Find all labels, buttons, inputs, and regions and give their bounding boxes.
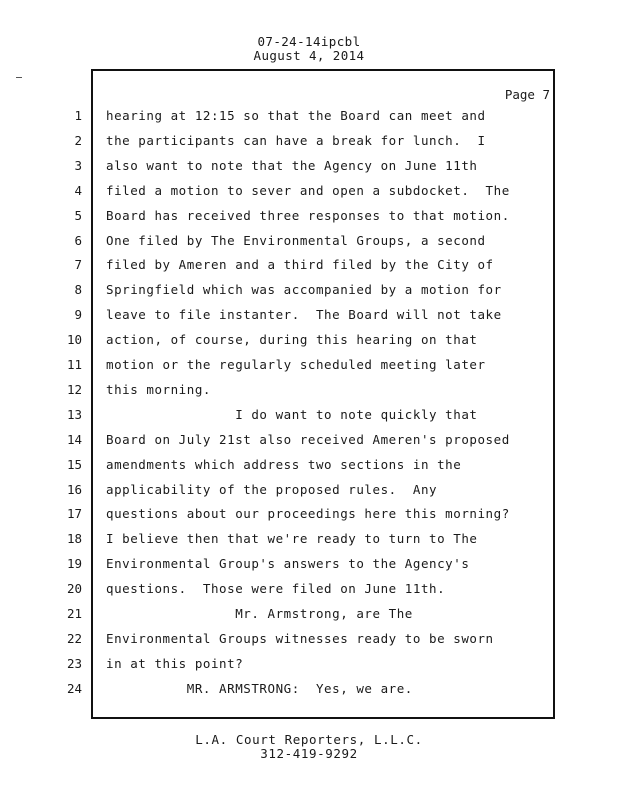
line-number: 1 [74,108,82,123]
margin-mark [16,77,22,78]
transcript-line: MR. ARMSTRONG: Yes, we are. [106,680,413,696]
line-number: 19 [66,556,82,572]
transcript-line: questions. Those were filed on June 11th. [106,581,446,597]
line-number: 11 [66,357,82,372]
line-number: 13 [66,406,82,422]
line-number: 16 [66,481,82,497]
document-id: 07-24-14ipcbl [257,34,361,49]
line-number: 6 [74,232,82,248]
line-number: 22 [66,630,82,646]
transcript-line: motion or the regularly scheduled meeting later [106,357,486,372]
line-number: 20 [66,581,82,597]
reporter-phone: 312-419-9292 [260,746,358,761]
transcript-line: I believe then that we're ready to turn to The [106,531,478,547]
line-number: 18 [66,531,82,547]
line-number: 10 [66,332,82,348]
transcript-line: leave to file instanter. The Board will not take [106,307,502,323]
transcript-line: hearing at 12:15 so that the Board can meet and [106,108,486,123]
transcript-line: I do want to note quickly that [106,406,478,422]
transcript-line: Board has received three responses to that motion. [106,207,510,223]
transcript-line: applicability of the proposed rules. Any [106,481,438,497]
line-number: 24 [66,680,82,696]
line-number: 21 [66,606,82,621]
hearing-date: August 4, 2014 [253,48,365,63]
transcript-line: questions about our proceedings here this morning? [106,506,510,522]
transcript-line: the participants can have a break for lunch. I [106,132,486,148]
line-number: 12 [66,381,82,397]
transcript-line: in at this point? [106,655,244,671]
line-number: 3 [74,157,82,173]
line-number: 4 [74,182,82,198]
line-number: 8 [74,282,82,298]
transcript-line: action, of course, during this hearing on that [106,332,478,348]
line-number: 2 [74,132,82,148]
line-number: 23 [66,655,82,671]
transcript-line: filed by Ameren and a third filed by the City of [106,257,494,273]
transcript-line: amendments which address two sections in the [106,456,462,472]
page-number: Page 7 [504,87,550,102]
line-number: 9 [74,307,82,323]
transcript-line: Mr. Armstrong, are The [106,606,413,621]
line-number: 15 [66,456,82,472]
line-number: 17 [66,506,82,522]
transcript-line: One filed by The Environmental Groups, a second [106,232,486,248]
transcript-line: also want to note that the Agency on June 11th [106,157,478,173]
transcript-line: this morning. [106,381,211,397]
line-number: 7 [74,257,82,273]
transcript-line: Environmental Groups witnesses ready to be sworn [106,630,494,646]
reporter-name: L.A. Court Reporters, L.L.C. [195,732,423,747]
line-number: 5 [74,207,82,223]
transcript-line: Environmental Group's answers to the Agency's [106,556,470,572]
transcript-line: Board on July 21st also received Ameren's proposed [106,431,510,447]
line-number: 14 [66,431,82,447]
transcript-line: Springfield which was accompanied by a motion for [106,282,502,298]
transcript-line: filed a motion to sever and open a subdocket. The [106,182,510,198]
